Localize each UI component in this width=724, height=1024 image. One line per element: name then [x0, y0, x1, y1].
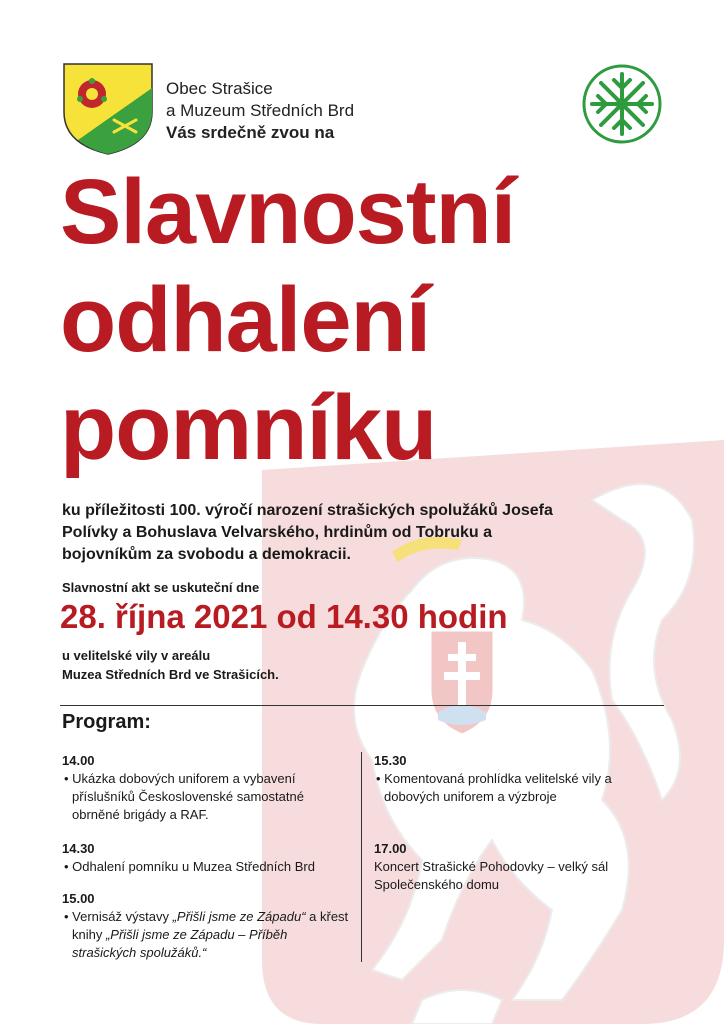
title-line-1: Slavnostní	[60, 161, 516, 263]
invitation-line: Vás srdečně zvou na	[166, 123, 335, 142]
program-time: 14.30	[62, 841, 95, 856]
book-title: „Přišli jsme ze Západu – Příběh strašických spolužáků.“	[72, 927, 288, 960]
title-line-2: odhalení	[60, 269, 431, 371]
program-title: Program:	[62, 711, 151, 733]
occasion-text: ku příležitosti 100. výročí narození strašických spolužáků Josefa Polívky a Bohuslava Velvarského, hrdinům od Tobruku a bojovníkům za svobodu a demokracii.	[62, 502, 553, 563]
program-time: 15.00	[62, 891, 95, 906]
program-time: 15.30	[374, 753, 407, 768]
desc-text: • Vernisáž výstavy	[64, 909, 173, 924]
museum-snowflake-logo	[582, 64, 662, 144]
program-desc: • Komentovaná prohlídka velitelské vily a dobových uniforem a výzbroje	[376, 771, 612, 804]
program-item	[62, 752, 352, 824]
place-line-1: u velitelské vily v areálu	[62, 648, 211, 663]
program-desc: • Ukázka dobových uniforem a vybavení příslušníků Československé samostatné obrněné brigády a RAF.	[64, 771, 304, 822]
program-desc	[62, 908, 352, 962]
exhibition-title: „Přišli jsme ze Západu“	[172, 909, 306, 924]
program-time: 14.00	[62, 753, 95, 768]
program-item	[62, 890, 352, 962]
event-title	[60, 158, 515, 482]
desc-text: a křest knihy	[72, 909, 349, 942]
title-line-3: pomníku	[60, 377, 437, 479]
program-desc: Koncert Strašické Pohodovky – velký sál Společenského domu	[374, 859, 609, 892]
program-item	[374, 840, 654, 894]
organizer-line-2: a Muzeum Středních Brd	[166, 101, 355, 120]
program-desc: • Odhalení pomníku u Muzea Středních Brd	[64, 859, 315, 874]
program-column-divider	[361, 752, 362, 962]
event-date: 28. října 2021 od 14.30 hodin	[60, 598, 508, 635]
organizer-line-1: Obec Strašice	[166, 79, 273, 98]
divider	[60, 705, 664, 706]
organizers	[166, 78, 354, 144]
program-item	[62, 840, 357, 876]
strasice-coat-of-arms	[60, 60, 156, 156]
act-announcement: Slavnostní akt se uskuteční dne	[62, 580, 260, 595]
program-time: 17.00	[374, 841, 407, 856]
program-item	[374, 752, 644, 806]
event-place	[62, 646, 279, 684]
place-line-2: Muzea Středních Brd ve Strašicích.	[62, 667, 279, 682]
